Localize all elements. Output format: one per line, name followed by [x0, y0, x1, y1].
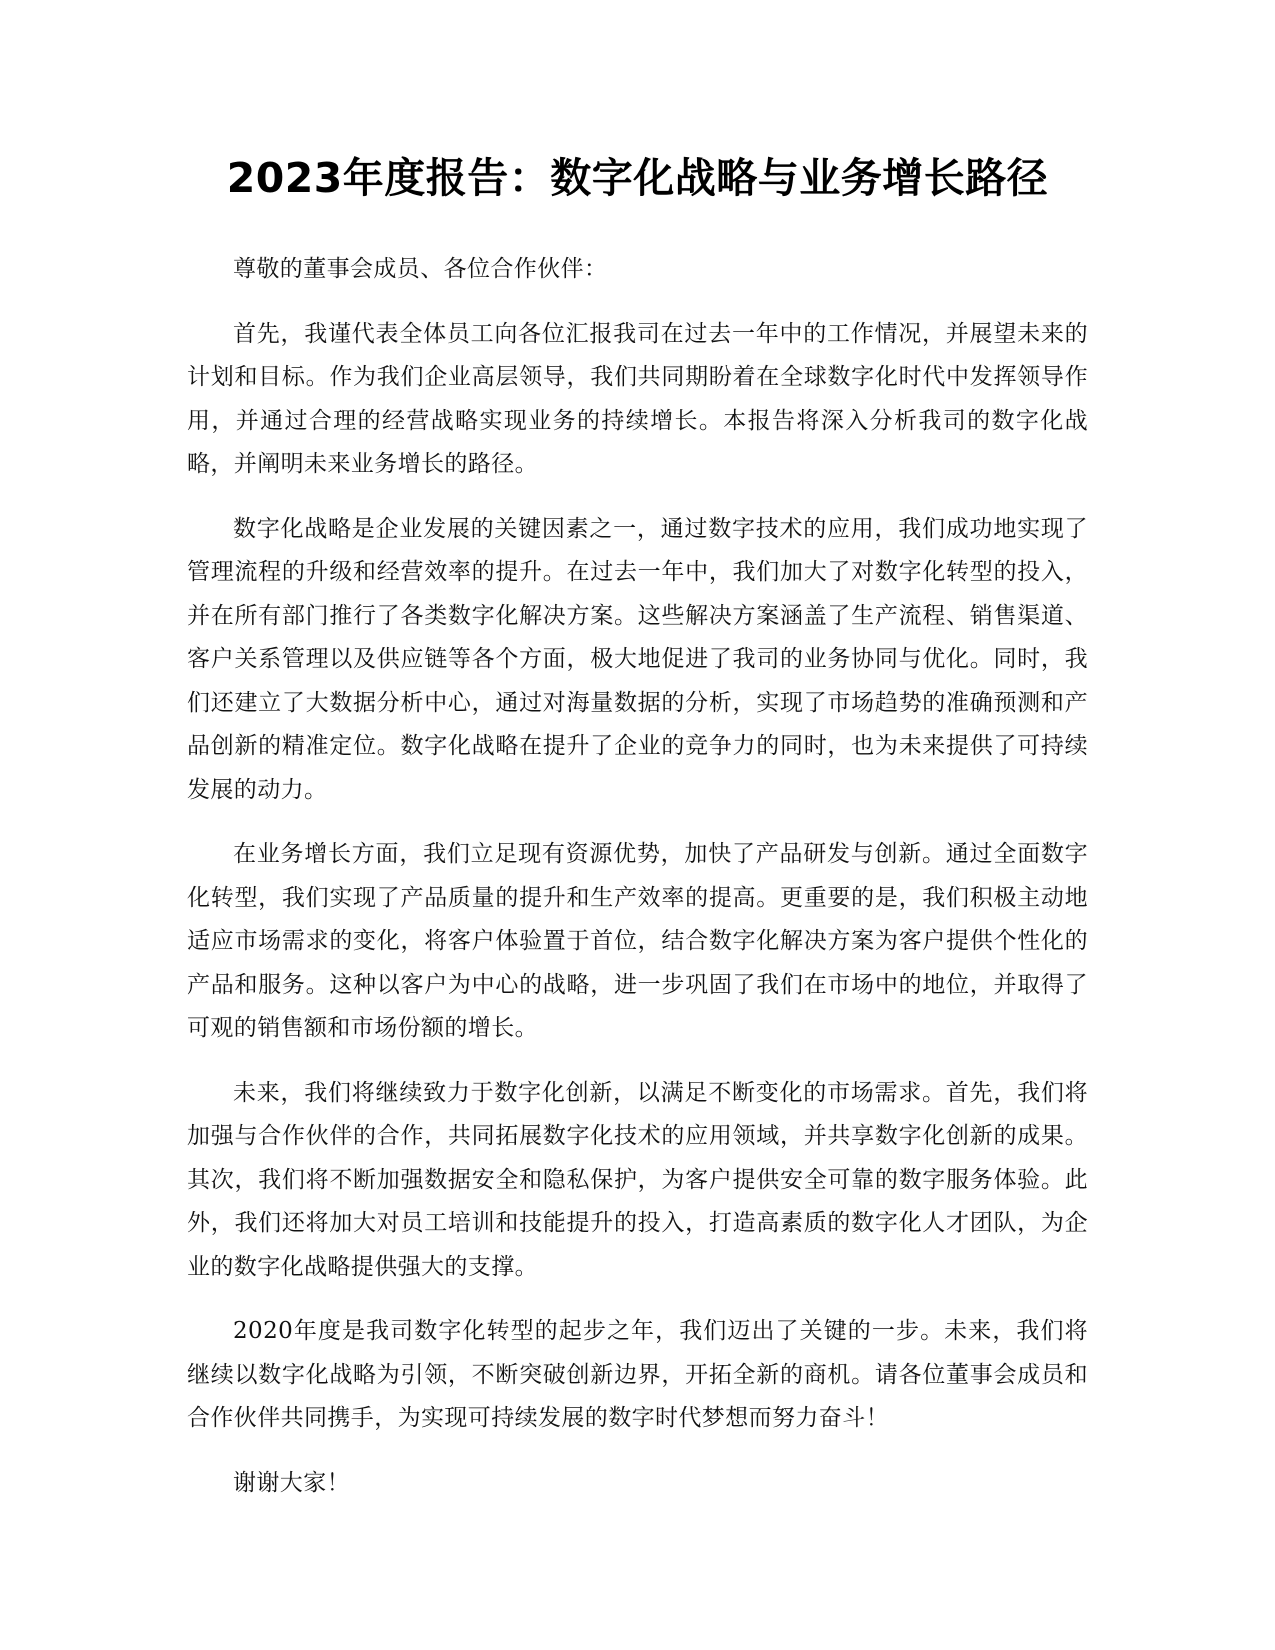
document-body	[187, 248, 1088, 1526]
document-title: 2023年度报告：数字化战略与业务增长路径	[226, 154, 1049, 202]
paragraph-conclusion: 2020年度是我司数字化转型的起步之年，我们迈出了关键的一步。未来，我们将继续以数字化战略为引领，不断突破创新边界，开拓全新的商机。请各位董事会成员和合作伙伴共同携手，为实现可持续发展的数字时代梦想而努力奋斗！	[187, 1318, 1088, 1431]
paragraph-introduction: 首先，我谨代表全体员工向各位汇报我司在过去一年中的工作情况，并展望未来的计划和目标。作为我们企业高层领导，我们共同期盼着在全球数字化时代中发挥领导作用，并通过合理的经营战略实现业务的持续增长。本报告将深入分析我司的数字化战略，并阐明未来业务增长的路径。	[187, 320, 1088, 477]
paragraph-salutation: 尊敬的董事会成员、各位合作伙伴：	[233, 256, 608, 282]
paragraph-business-growth: 在业务增长方面，我们立足现有资源优势，加快了产品研发与创新。通过全面数字化转型，我们实现了产品质量的提升和生产效率的提高。更重要的是，我们积极主动地适应市场需求的变化，将客户体验置于首位，结合数字化解决方案为客户提供个性化的产品和服务。这种以客户为中心的战略，进一步巩固了我们在市场中的地位，并取得了可观的销售额和市场份额的增长。	[187, 841, 1088, 1041]
paragraph-future-plans: 未来，我们将继续致力于数字化创新，以满足不断变化的市场需求。首先，我们将加强与合作伙伴的合作，共同拓展数字化技术的应用领域，并共享数字化创新的成果。其次，我们将不断加强数据安全和隐私保护，为客户提供安全可靠的数字服务体验。此外，我们还将加大对员工培训和技能提升的投入，打造高素质的数字化人才团队，为企业的数字化战略提供强大的支撑。	[187, 1079, 1088, 1280]
paragraph-closing: 谢谢大家！	[233, 1469, 350, 1496]
paragraph-digital-strategy: 数字化战略是企业发展的关键因素之一，通过数字技术的应用，我们成功地实现了管理流程的升级和经营效率的提升。在过去一年中，我们加大了对数字化转型的投入，并在所有部门推行了各类数字化解决方案。这些解决方案涵盖了生产流程、销售渠道、客户关系管理以及供应链等各个方面，极大地促进了我司的业务协同与优化。同时，我们还建立了大数据分析中心，通过对海量数据的分析，实现了市场趋势的准确预测和产品创新的精准定位。数字化战略在提升了企业的竞争力的同时，也为未来提供了可持续发展的动力。	[187, 515, 1088, 803]
